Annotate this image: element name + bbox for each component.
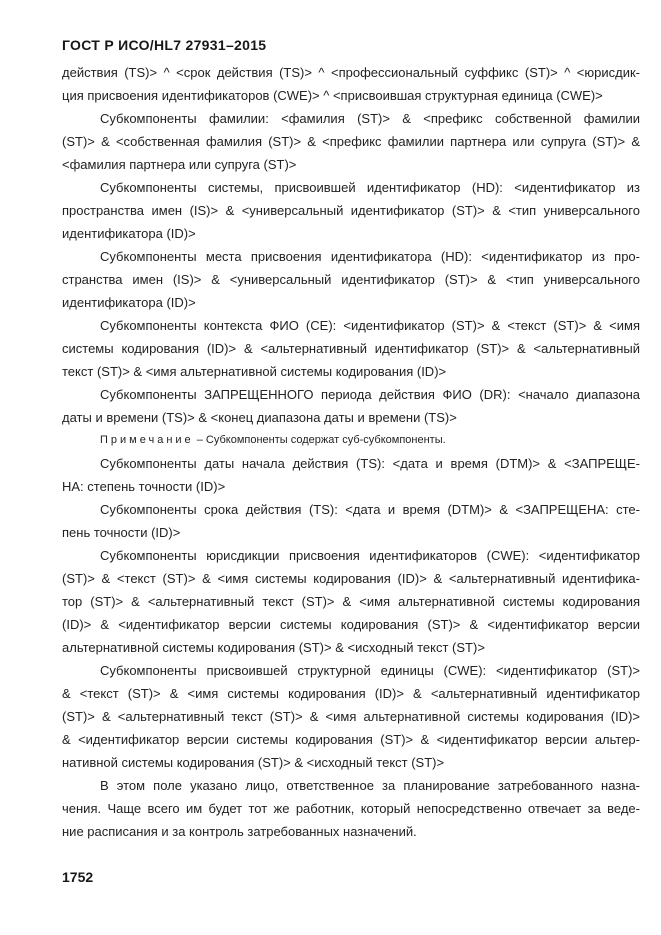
paragraph-line: идентификатора (ID)> (62, 295, 196, 310)
paragraph-line: Субкомпоненты срока действия (TS): <дата и время (DTM)> & <ЗАПРЕЩЕНА: сте- (100, 502, 640, 517)
paragraph-line: пень точности (ID)> (62, 525, 181, 540)
paragraph-line: нативной системы кодирования (ST)> & <исходный текст (ST)> (62, 755, 445, 770)
paragraph-line: Субкомпоненты контекста ФИО (CE): <идентификатор (ST)> & <текст (ST)> & <имя (100, 318, 640, 333)
paragraph-line: тор (ST)> & <альтернативный текст (ST)> & <имя альтернативной системы кодирования (62, 594, 640, 609)
document-body (62, 61, 640, 843)
paragraph-line: идентификатора (ID)> (62, 226, 196, 241)
paragraph-line: НА: степень точности (ID)> (62, 479, 226, 494)
paragraph-line: (ST)> & <альтернативный текст (ST)> & <имя альтернативной системы кодирования (ID)> (62, 709, 640, 724)
paragraph-line: Субкомпоненты присвоившей структурной единицы (CWE): <идентификатор (ST)> (100, 663, 640, 678)
paragraph-line: действия (TS)> ^ <срок действия (TS)> ^ <профессиональный суффикс (ST)> ^ <юрисдик- (62, 65, 640, 80)
paragraph-line: Субкомпоненты места присвоения идентификатора (HD): <идентификатор из про- (100, 249, 640, 264)
paragraph-line: ция присвоения идентификаторов (CWE)> ^ <присвоившая структурная единица (CWE)> (62, 88, 603, 103)
paragraph-line: ние расписания и за контроль затребованных назначений. (62, 824, 417, 839)
paragraph-line: Субкомпоненты даты начала действия (TS): <дата и время (DTM)> & <ЗАПРЕЩЕ- (100, 456, 640, 471)
paragraph-line: даты и времени (TS)> & <конец диапазона даты и времени (TS)> (62, 410, 457, 425)
paragraph-line: Субкомпоненты юрисдикции присвоения идентификаторов (CWE): <идентификатор (100, 548, 640, 563)
paragraph-line: пространства имен (IS)> & <универсальный идентификатор (ST)> & <тип универсального (62, 203, 640, 218)
paragraph-line: (ID)> & <идентификатор версии системы кодирования (ST)> & <идентификатор версии (62, 617, 640, 632)
paragraph-line: альтернативной системы кодирования (ST)> & <исходный текст (ST)> (62, 640, 485, 655)
paragraph-line: & <текст (ST)> & <имя системы кодирования (ID)> & <альтернативный идентификатор (62, 686, 640, 701)
paragraph-line: <фамилия партнера или супруга (ST)> (62, 157, 297, 172)
page-number: 1752 (62, 869, 94, 885)
paragraph-line: текст (ST)> & <имя альтернативной системы кодирования (ID)> (62, 364, 447, 379)
paragraph-line: Субкомпоненты ЗАПРЕЩЕННОГО периода действия ФИО (DR): <начало диапазона (100, 387, 640, 402)
paragraph-line: системы кодирования (ID)> & <альтернативный идентификатор (ST)> & <альтернативный (62, 341, 640, 356)
paragraph-line: (ST)> & <собственная фамилия (ST)> & <префикс фамилии партнера или супруга (ST)> & (62, 134, 640, 149)
note-paragraph (62, 429, 640, 452)
note-label: Примечание (100, 434, 194, 446)
paragraph-line: В этом поле указано лицо, ответственное за планирование затребованного назна- (100, 778, 640, 793)
note-text: – Субкомпоненты содержат суб-субкомпоненты. (193, 434, 446, 446)
paragraph-line: Субкомпоненты системы, присвоившей идентификатор (HD): <идентификатор из (100, 180, 640, 195)
paragraph-line: & <идентификатор версии системы кодирования (ST)> & <идентификатор версии альтер- (62, 732, 640, 747)
document-header: ГОСТ Р ИСО/HL7 27931–2015 (62, 37, 267, 53)
paragraph-line: странства имен (IS)> & <универсальный идентификатор (ST)> & <тип универсального (62, 272, 640, 287)
paragraph-line: Субкомпоненты фамилии: <фамилия (ST)> & <префикс собственной фамилии (100, 111, 640, 126)
paragraph-line: (ST)> & <текст (ST)> & <имя системы кодирования (ID)> & <альтернативный идентифика- (62, 571, 640, 586)
paragraph-line: чения. Чаще всего им будет тот же работник, который непосредственно отвечает за веде- (62, 801, 640, 816)
